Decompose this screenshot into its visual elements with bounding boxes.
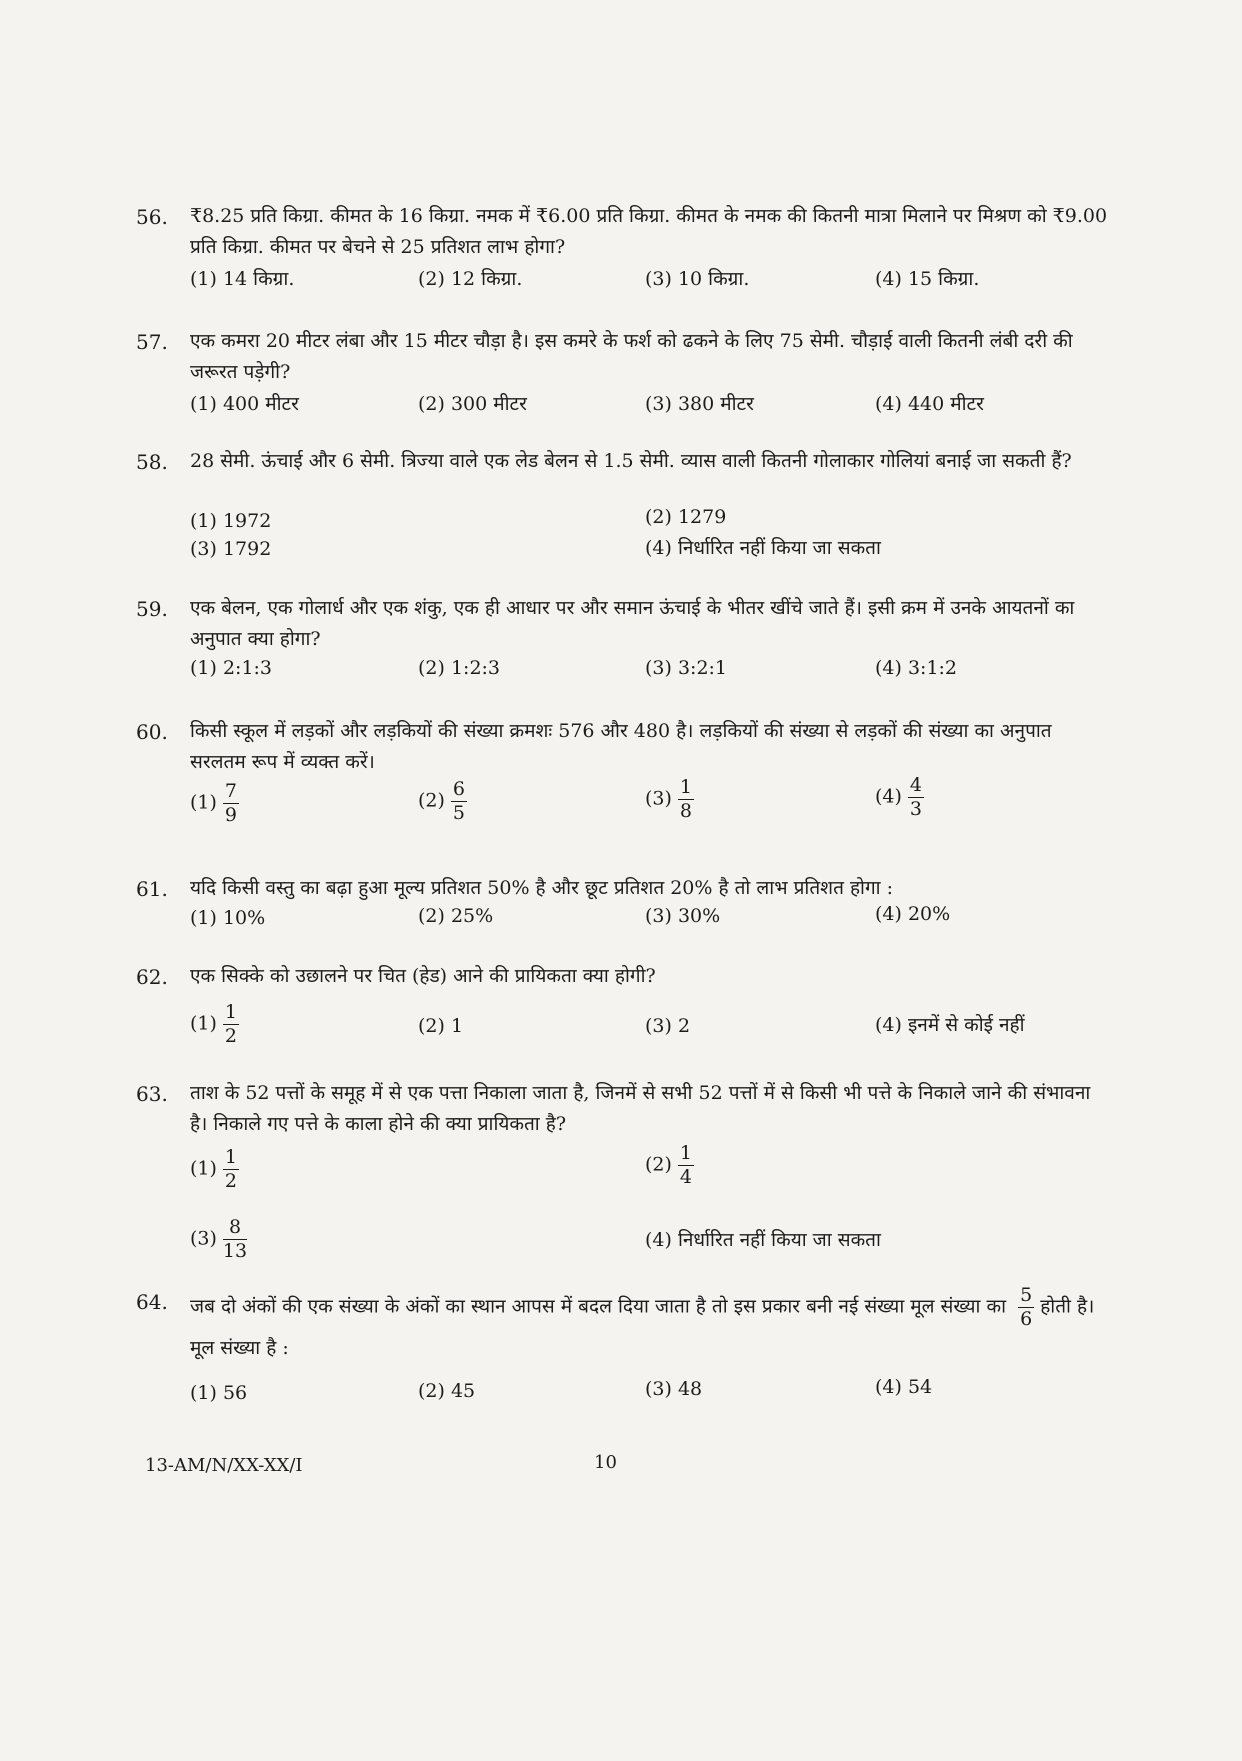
option-label: (1): [190, 1012, 217, 1035]
option-2: (2) 300 मीटर: [418, 393, 527, 415]
question-number: 58.: [136, 450, 168, 474]
denominator: 4: [679, 1166, 693, 1188]
question-text: यदि किसी वस्तु का बढ़ा हुआ मूल्य प्रतिशत 50% है और छूट प्रतिशत 20% है तो लाभ प्रतिशत होगा :: [190, 877, 894, 899]
question-text: 28 सेमी. ऊंचाई और 6 सेमी. त्रिज्या वाले एक लेड बेलन से 1.5 सेमी. व्यास वाली कितनी गोलाकार गोलियां बनाई जा सकती हैं?: [190, 450, 1072, 472]
question-number: 56.: [136, 205, 168, 229]
option-3: (3) 1792: [190, 538, 272, 560]
question-text: एक सिक्के को उछालने पर चित (हेड) आने की प्रायिकता क्या होगी?: [190, 965, 656, 987]
denominator: 2: [224, 1025, 238, 1047]
option-1: (1) 56: [190, 1382, 248, 1404]
option-label: (4): [875, 785, 902, 808]
question-number: 60.: [136, 720, 168, 744]
option-label: (2): [645, 1153, 672, 1176]
option-2: (2) 12 किग्रा.: [418, 268, 523, 290]
numerator: 6: [452, 778, 466, 800]
option-1: (1) 10%: [190, 907, 266, 929]
denominator: 13: [222, 1240, 248, 1262]
option-3: (3) 30%: [645, 905, 721, 927]
option-3: (3) 3:2:1: [645, 657, 728, 679]
option-1: (1) 1972: [190, 510, 272, 532]
fraction: [223, 1148, 239, 1191]
option-4: (4) निर्धारित नहीं किया जा सकता: [645, 1229, 881, 1251]
numerator: 5: [1020, 1284, 1033, 1306]
question-text-before: जब दो अंकों की एक संख्या के अंकों का स्थान आपस में बदल दिया जाता है तो इस प्रकार बनी नई संख्या मूल संख्या का: [190, 1295, 1007, 1318]
option-2: (2) 1:2:3: [418, 657, 501, 679]
question-text: ताश के 52 पत्तों के समूह में से एक पत्ता निकाला जाता है, जिनमें से सभी 52 पत्तों में से किसी भी पत्ते के निकाले जाने की संभावना है। निकाले गए पत्ते के काला होने की क्या प्रायिकता है?: [190, 1082, 1091, 1135]
question-text-after: होती है। मूल संख्या है :: [190, 1295, 1095, 1359]
option-1: [190, 1148, 239, 1191]
option-label: (3): [645, 787, 672, 810]
option-1: (1) 14 किग्रा.: [190, 268, 295, 290]
option-label: (2): [418, 789, 445, 812]
option-label: (3): [190, 1227, 217, 1250]
paper-code: 13-AM/N/XX-XX/I: [145, 1455, 303, 1476]
fraction: [1018, 1286, 1034, 1329]
option-3: [190, 1218, 247, 1261]
option-2: (2) 25%: [418, 905, 494, 927]
option-4: (4) निर्धारित नहीं किया जा सकता: [645, 537, 881, 559]
option-2: (2) 45: [418, 1380, 476, 1402]
denominator: 2: [224, 1170, 238, 1192]
numerator: 1: [224, 1146, 238, 1168]
numerator: 7: [224, 780, 238, 802]
denominator: 6: [1020, 1308, 1033, 1330]
question-number: 64.: [136, 1290, 168, 1314]
fraction: [908, 776, 924, 819]
question-text: ₹8.25 प्रति किग्रा. कीमत के 16 किग्रा. नमक में ₹6.00 प्रति किग्रा. कीमत के नमक की कितनी मात्रा मिलाने पर मिश्रण को ₹9.00 प्रति किग्रा. कीमत पर बेचने से 25 प्रतिशत लाभ होगा?: [190, 205, 1108, 258]
question-text: एक कमरा 20 मीटर लंबा और 15 मीटर चौड़ा है। इस कमरे के फर्श को ढकने के लिए 75 सेमी. चौड़ाई वाली कितनी लंबी दरी की जरूरत पड़ेगी?: [190, 330, 1073, 383]
option-1: (1) 2:1:3: [190, 657, 273, 679]
option-label: (1): [190, 1157, 217, 1180]
denominator: 5: [452, 802, 466, 824]
numerator: 8: [223, 1218, 247, 1240]
question-number: 63.: [136, 1082, 168, 1106]
fraction: [678, 778, 694, 821]
numerator: 1: [679, 776, 693, 798]
option-2: (2) 1279: [645, 506, 727, 528]
fraction: [451, 780, 467, 823]
option-2: [418, 780, 467, 823]
question-text: किसी स्कूल में लड़कों और लड़कियों की संख्या क्रमशः 576 और 480 है। लड़कियों की संख्या से लड़कों की संख्या का अनुपात सरलतम रूप में व्यक्त करें।: [190, 720, 1052, 773]
fraction: [223, 1218, 247, 1261]
numerator: 1: [224, 1001, 238, 1023]
fraction: [223, 782, 239, 825]
option-4: [875, 776, 924, 819]
option-1: (1) 400 मीटर: [190, 393, 299, 415]
denominator: 3: [909, 798, 923, 820]
option-4: (4) 54: [875, 1376, 933, 1398]
option-3: [645, 778, 694, 821]
option-3: (3) 380 मीटर: [645, 393, 754, 415]
option-1: [190, 1003, 239, 1046]
option-2: (2) 1: [418, 1015, 464, 1037]
question-number: 62.: [136, 965, 168, 989]
question-text: [190, 1286, 1110, 1367]
question-number: 57.: [136, 330, 168, 354]
option-4: (4) 3:1:2: [875, 657, 958, 679]
question-number: 59.: [136, 597, 168, 621]
option-4: (4) 20%: [875, 903, 951, 925]
page-number: 10: [594, 1452, 617, 1473]
question-number: 61.: [136, 877, 168, 901]
option-4: (4) 440 मीटर: [875, 393, 984, 415]
fraction: [223, 1003, 239, 1046]
option-label: (1): [190, 791, 217, 814]
question-text: एक बेलन, एक गोलार्ध और एक शंकु, एक ही आधार पर और समान ऊंचाई के भीतर खींचे जाते हैं। इसी क्रम में उनके आयतनों का अनुपात क्या होगा?: [190, 597, 1075, 650]
option-3: (3) 10 किग्रा.: [645, 268, 750, 290]
denominator: 9: [224, 804, 238, 826]
option-4: (4) इनमें से कोई नहीं: [875, 1014, 1025, 1036]
option-4: (4) 15 किग्रा.: [875, 268, 980, 290]
option-1: [190, 782, 239, 825]
option-3: (3) 48: [645, 1378, 703, 1400]
numerator: 4: [909, 774, 923, 796]
option-3: (3) 2: [645, 1015, 691, 1037]
fraction: [678, 1144, 694, 1187]
denominator: 8: [679, 800, 693, 822]
numerator: 1: [679, 1142, 693, 1164]
option-2: [645, 1144, 694, 1187]
